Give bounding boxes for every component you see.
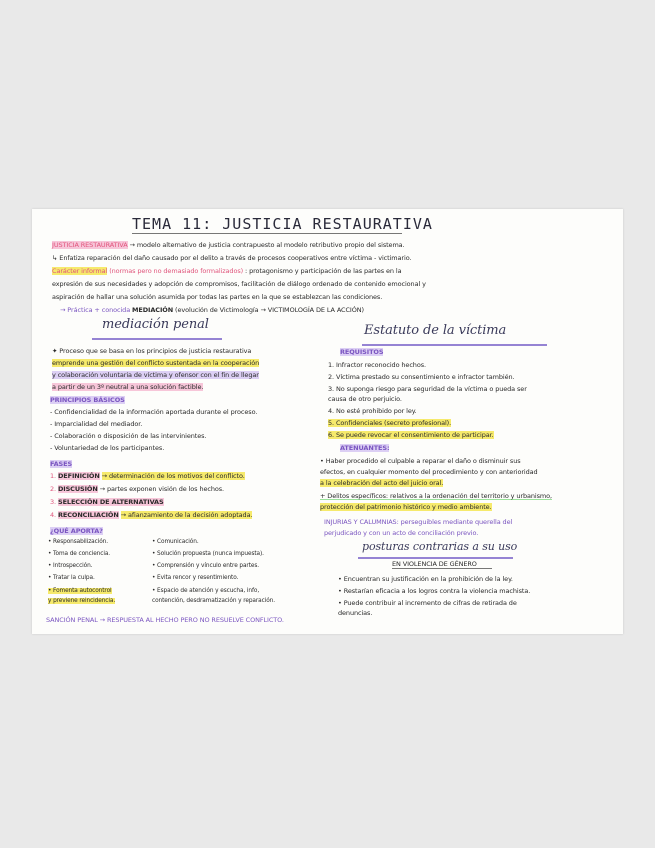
aporta-item: • Toma de conciencia. [48, 551, 111, 557]
atenuantes-title: ATENUANTES: [340, 444, 390, 452]
aporta-item: • Fomenta autocontrol [48, 588, 112, 594]
requisito-item: 3. No suponga riesgo para seguridad de la víctima o pueda ser [328, 385, 527, 393]
atenuante-item: a la celebración del acto del juicio oral. [320, 479, 444, 487]
vg-item: • Puede contribuir al incremento de cifras de retirada de [338, 599, 517, 607]
intro-line-6 [60, 306, 364, 314]
vg-title: EN VIOLENCIA DE GÉNERO [392, 560, 477, 568]
aporta-item: • Comprensión y vínculo entre partes. [152, 563, 260, 569]
intro-informal: Carácter informal [52, 267, 108, 275]
principios-title: PRINCIPIOS BÁSICOS [50, 396, 125, 404]
intro-line-2: ↳ Enfatiza reparación del daño causado por el delito a través de procesos cooperativos entre víctima - victimario. [52, 254, 412, 262]
requisito-item: 1. Infractor reconocido hechos. [328, 361, 426, 369]
fase-item: 1. DEFINICIÓN → determinación de los motivos del conflicto. [50, 472, 245, 480]
atenuante-item: efectos, en cualquier momento del procedimiento y con anterioridad [320, 468, 538, 476]
injurias-line: INJURIAS Y CALUMNIAS: perseguibles mediante querella del [324, 518, 513, 526]
intro-protagonismo: : protagonismo y participación de las partes en la [245, 267, 402, 275]
page-title: TEMA 11: JUSTICIA RESTAURATIVA [132, 215, 433, 233]
title-underline [132, 233, 402, 234]
mediacion-desc-2: emprende una gestión del conflicto sustentada en la cooperación [52, 359, 260, 367]
vg-item: • Restarían eficacia a los logros contra la violencia machista. [338, 587, 531, 595]
aporta-item: • Introspección. [48, 563, 93, 569]
intro-line-4: expresión de sus necesidades y adopción de compromisos, facilitación de diálogo ordenado de contenido emocional y [52, 280, 426, 288]
fase-item: 3. SELECCIÓN DE ALTERNATIVAS [50, 498, 164, 506]
intro-definition: → modelo alternativo de justicia contrapuesto al modelo retributivo propio del sistema. [129, 241, 405, 249]
aporta-item: contención, desdramatización y reparación. [152, 598, 275, 604]
aporta-title: ¿QUÉ APORTA? [50, 527, 103, 535]
estatuto-heading: Estatuto de la víctima [364, 323, 507, 338]
estatuto-heading-underline [362, 344, 547, 346]
intro-term: JUSTICIA RESTAURATIVA [52, 241, 128, 249]
principio-item: - Confidencialidad de la información aportada durante el proceso. [50, 408, 258, 416]
requisito-item: 5. Confidenciales (secreto profesional). [328, 419, 452, 427]
aporta-item: • Responsabilización. [48, 539, 108, 545]
sancion-penal: SANCIÓN PENAL → RESPUESTA AL HECHO PERO NO RESUELVE CONFLICTO. [46, 616, 284, 624]
vg-item: denuncias. [338, 609, 373, 617]
mediacion-heading-underline [92, 338, 222, 340]
mediacion-heading: mediación penal [102, 317, 209, 332]
atenuante-item: protección del patrimonio histórico y medio ambiente. [320, 503, 492, 511]
requisito-item: 2. Víctima prestado su consentimiento e infractor también. [328, 373, 515, 381]
posturas-heading: posturas contrarias a su uso [362, 540, 518, 553]
mediacion-label: MEDIACIÓN [132, 306, 174, 314]
fase-item: 2. DISCUSIÓN → partes exponen visión de los hechos. [50, 485, 224, 493]
requisito-item: 6. Se puede revocar el consentimiento de participar. [328, 431, 494, 439]
principio-item: - Voluntariedad de los participantes. [50, 444, 165, 452]
aporta-item: • Espacio de atención y escucha, info, [152, 588, 260, 594]
mediacion-desc-4: a partir de un 3º neutral a una solución factible. [52, 383, 204, 391]
aporta-item: • Tratar la culpa. [48, 575, 95, 581]
atenuante-item: • Haber procedido el culpable a reparar el daño o disminuir sus [320, 457, 521, 465]
aporta-item: • Comunicación. [152, 539, 199, 545]
principio-item: - Imparcialidad del mediador. [50, 420, 143, 428]
requisitos-title: REQUISITOS [340, 348, 384, 356]
intro-line-1 [52, 241, 405, 249]
vg-underline [392, 568, 492, 569]
requisito-item: causa de otro perjuicio. [328, 395, 402, 403]
atenuante-item: + Delitos específicos: relativos a la ordenación del territorio y urbanismo, [320, 492, 552, 500]
requisito-item: 4. No esté prohibido por ley. [328, 407, 417, 415]
posturas-underline [358, 557, 513, 559]
intro-line-5: aspiración de hallar una solución asumida por todas las partes en la que se establezcan las condiciones. [52, 293, 383, 301]
practica-label: → Práctica + conocida [60, 306, 131, 314]
vg-item: • Encuentran su justificación en la prohibición de la ley. [338, 575, 513, 583]
aporta-item: y previene reincidencia. [48, 598, 116, 604]
aporta-item: • Solución propuesta (nunca impuesta). [152, 551, 264, 557]
fase-item: 4. RECONCILIACIÓN → afianzamiento de la decisión adoptada. [50, 511, 253, 519]
injurias-line: perjudicado y con un acto de conciliación previo. [324, 529, 479, 537]
intro-informal-note: (normas pero no demasiado formalizados) [109, 267, 244, 275]
notes-sheet [32, 209, 623, 634]
fases-title: FASES [50, 460, 73, 468]
principio-item: - Colaboración o disposición de las intervinientes. [50, 432, 207, 440]
victimologia-label: (evolución de Victimología → VICTIMOLOGÍA DE LA ACCIÓN) [175, 306, 364, 314]
mediacion-desc-3: y colaboración voluntaria de víctima y ofensor con el fin de llegar [52, 371, 259, 379]
intro-line-3 [52, 267, 402, 275]
mediacion-desc-1: ✦ Proceso que se basa en los principios de justicia restaurativa [52, 347, 252, 355]
aporta-item: • Evita rencor y resentimiento. [152, 575, 239, 581]
